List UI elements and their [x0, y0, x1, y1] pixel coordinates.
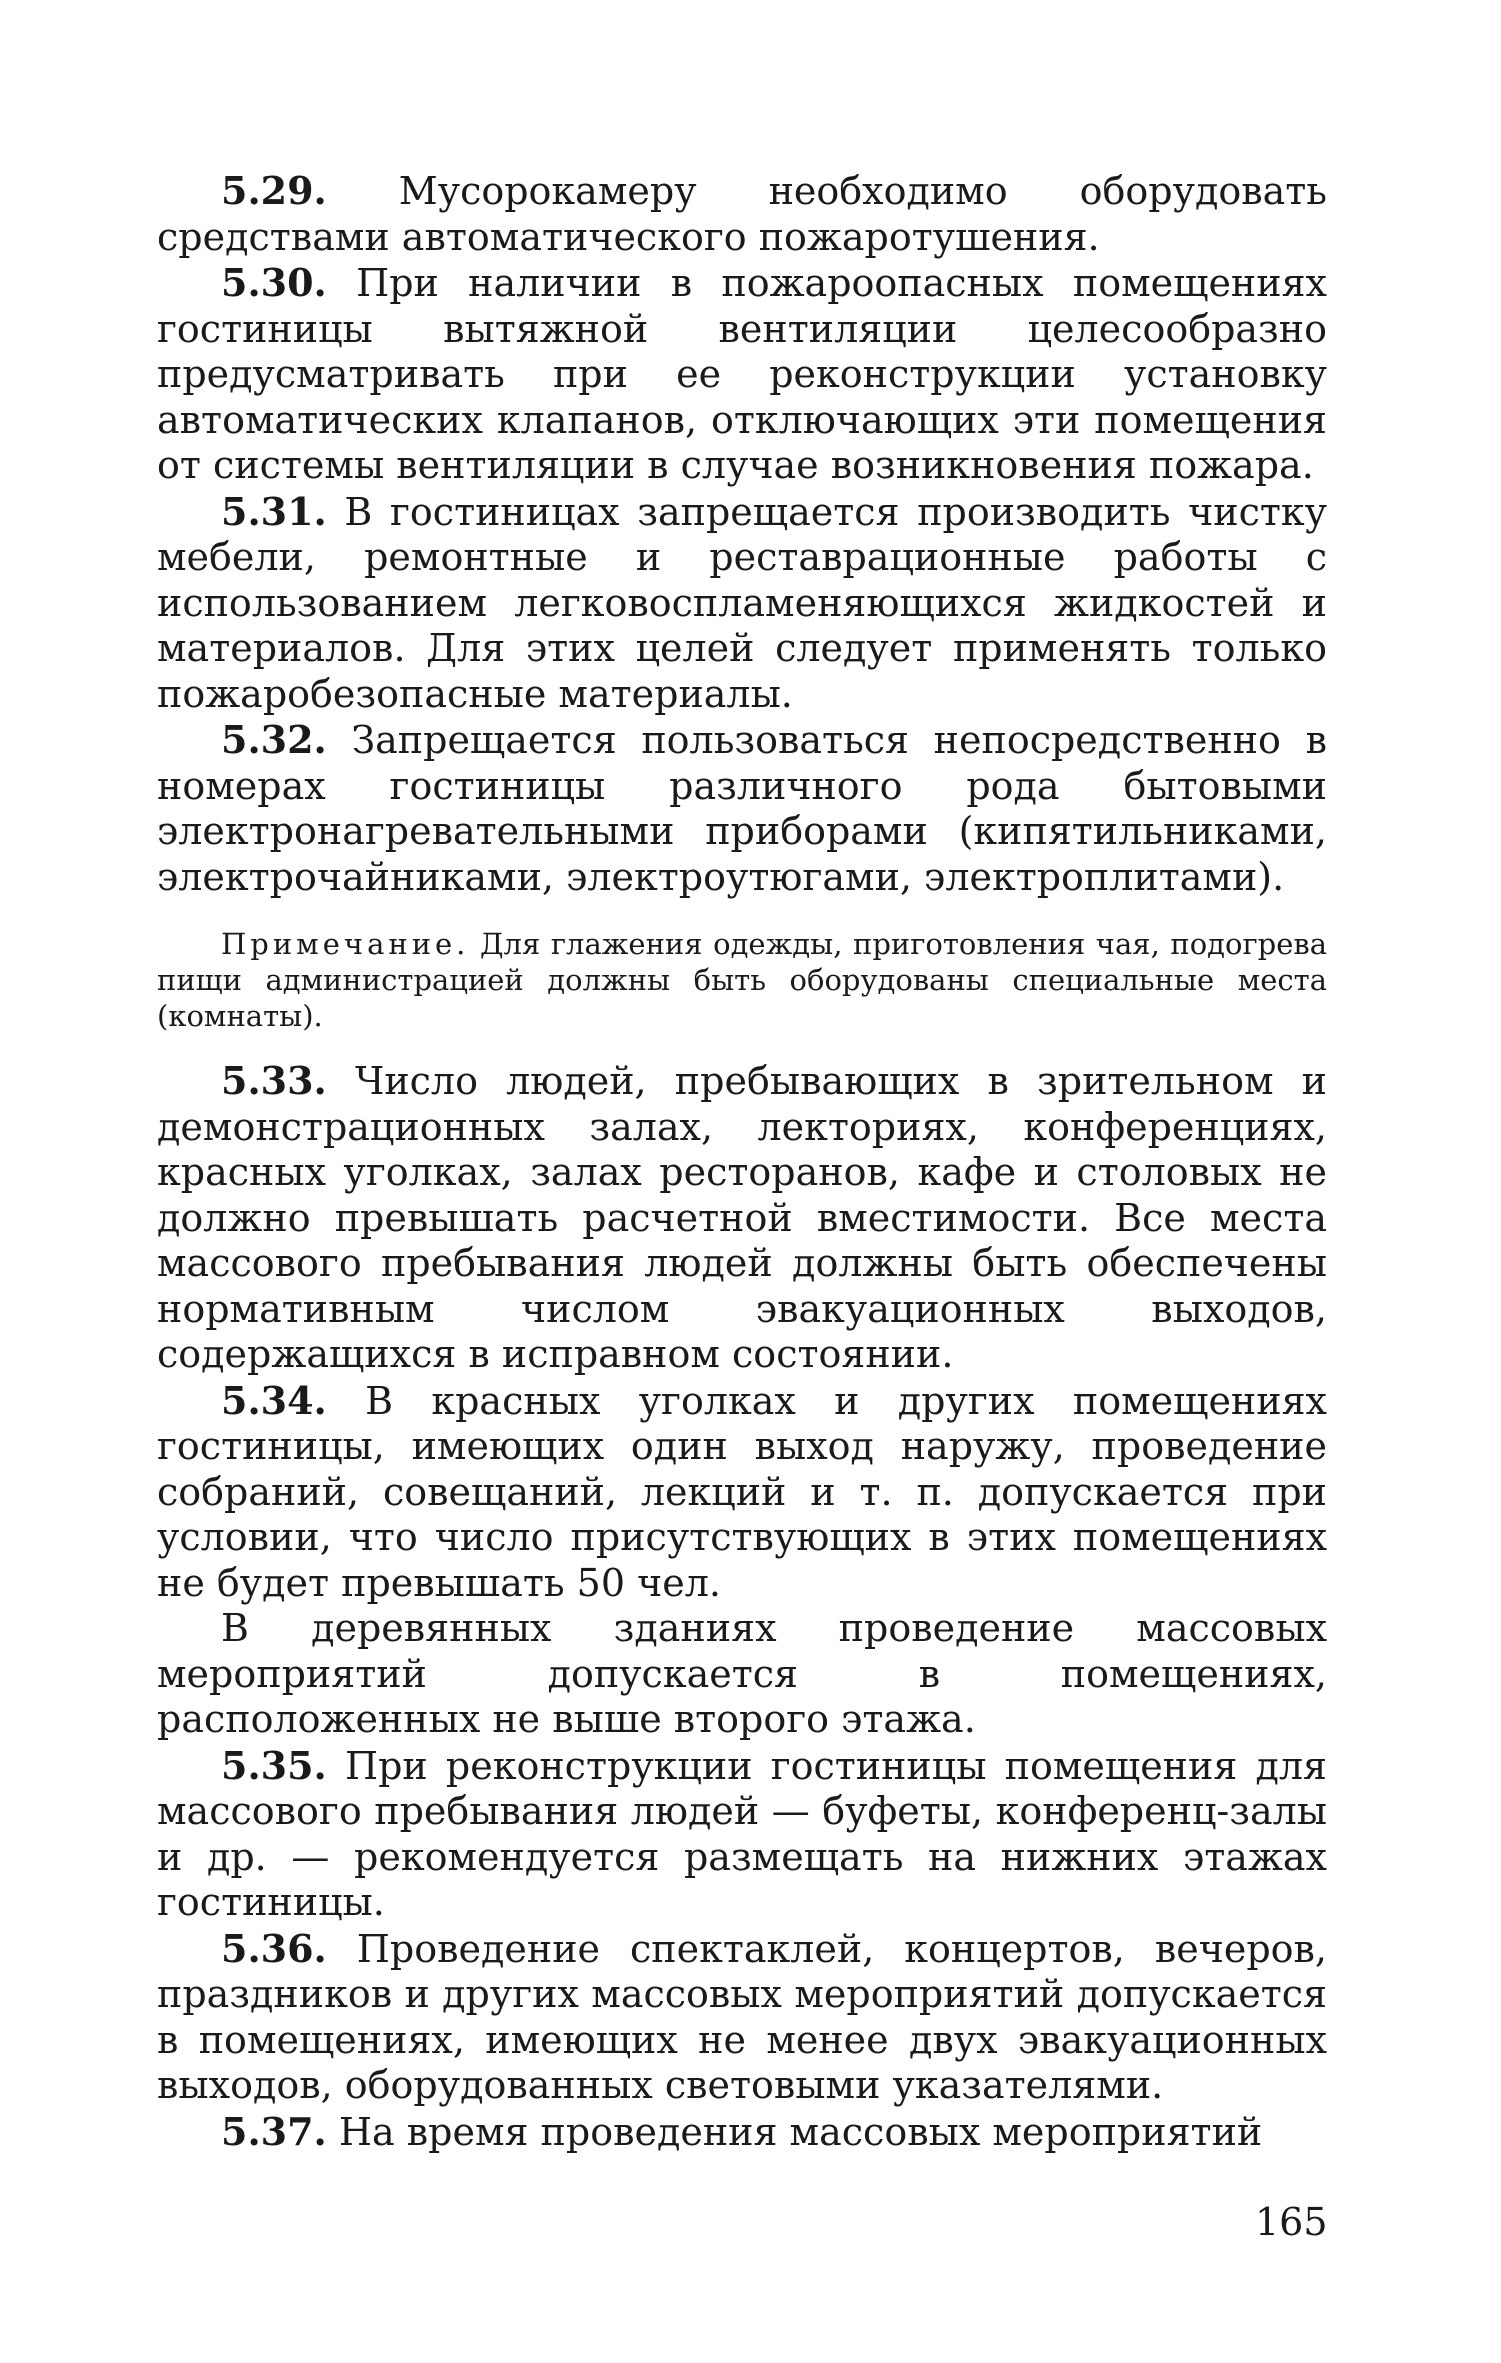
note-text: Для глажения одежды, приготовления чая, подогрева пищи администрацией должны быть оборудованы специальные места (комнаты).: [157, 927, 1327, 1033]
paragraph-number: 5.34.: [221, 1377, 327, 1423]
paragraph-5-34: [157, 1378, 1327, 1607]
paragraph-text: Проведение спектаклей, концертов, вечеров, праздников и других массовых мероприятий допускается в помещениях, имеющих не менее двух эвакуационных выходов, оборудованных световыми указателями.: [157, 1926, 1327, 2107]
paragraph-wooden-buildings: В деревянных зданиях проведение массовых мероприятий допускается в помещениях, расположенных не выше второго этажа.: [157, 1606, 1327, 1741]
paragraph-text: При реконструкции гостиницы помещения для массового пребывания людей — буфеты, конференц-залы и др. — рекомендуется размещать на нижних этажах гостиницы.: [157, 1743, 1327, 1924]
paragraph-number: 5.35.: [221, 1742, 327, 1788]
paragraph-number: 5.30.: [221, 260, 327, 305]
document-page: [157, 168, 1327, 2155]
paragraph-5-36: [157, 1926, 1327, 2109]
paragraph-number: 5.29.: [221, 168, 327, 213]
paragraph-number: 5.37.: [221, 2108, 327, 2154]
paragraph-5-32: [157, 717, 1327, 900]
note: [157, 926, 1327, 1034]
paragraph-text: При наличии в пожароопасных помещениях гостиницы вытяжной вентиляции целесообразно предусматривать при ее реконструкции установку автоматических клапанов, отключающих эти помещения от системы вентиляции в случае возникновения пожара.: [157, 261, 1327, 487]
paragraph-text: В красных уголках и других помещениях гостиницы, имеющих один выход наружу, проведение собраний, совещаний, лекций и т. п. допускается при условии, что число присутствующих в этих помещениях не будет превышать 50 чел.: [157, 1378, 1327, 1605]
paragraph-5-29: [157, 168, 1327, 260]
paragraph-5-30: [157, 260, 1327, 489]
note-label: Примечание.: [221, 927, 470, 961]
paragraph-number: 5.31.: [221, 488, 327, 534]
paragraph-5-37: [157, 2109, 1327, 2156]
paragraph-number: 5.33.: [221, 1058, 327, 1103]
paragraph-5-33: [157, 1058, 1327, 1378]
page-number: 165: [1255, 2200, 1328, 2244]
paragraph-number: 5.32.: [221, 717, 327, 762]
paragraph-text: В гостиницах запрещается производить чистку мебели, ремонтные и реставрационные работы с использованием легковоспламеняющихся жидкостей и материалов. Для этих целей следует применять только пожаробезопасные материалы.: [157, 489, 1327, 716]
paragraph-5-31: [157, 489, 1327, 718]
paragraph-text: Запрещается пользоваться непосредственно в номерах гостиницы различного рода бытовыми электронагревательными приборами (кипятильниками, электрочайниками, электроутюгами, электроплитами).: [157, 718, 1327, 899]
paragraph-5-35: [157, 1743, 1327, 1926]
paragraph-text: На время проведения массовых мероприятий: [326, 2109, 1263, 2154]
paragraph-text: Число людей, пребывающих в зрительном и демонстрационных залах, лекториях, конференциях, красных уголках, залах ресторанов, кафе и столовых не должно превышать расчетной вместимости. Все места массового пребывания людей должны быть обеспечены нормативным числом эвакуационных выходов, содержащихся в исправном состоянии.: [157, 1059, 1327, 1376]
paragraph-number: 5.36.: [221, 1925, 327, 1971]
paragraph-text: Мусорокамеру необходимо оборудовать средствами автоматического пожаротушения.: [157, 169, 1327, 259]
